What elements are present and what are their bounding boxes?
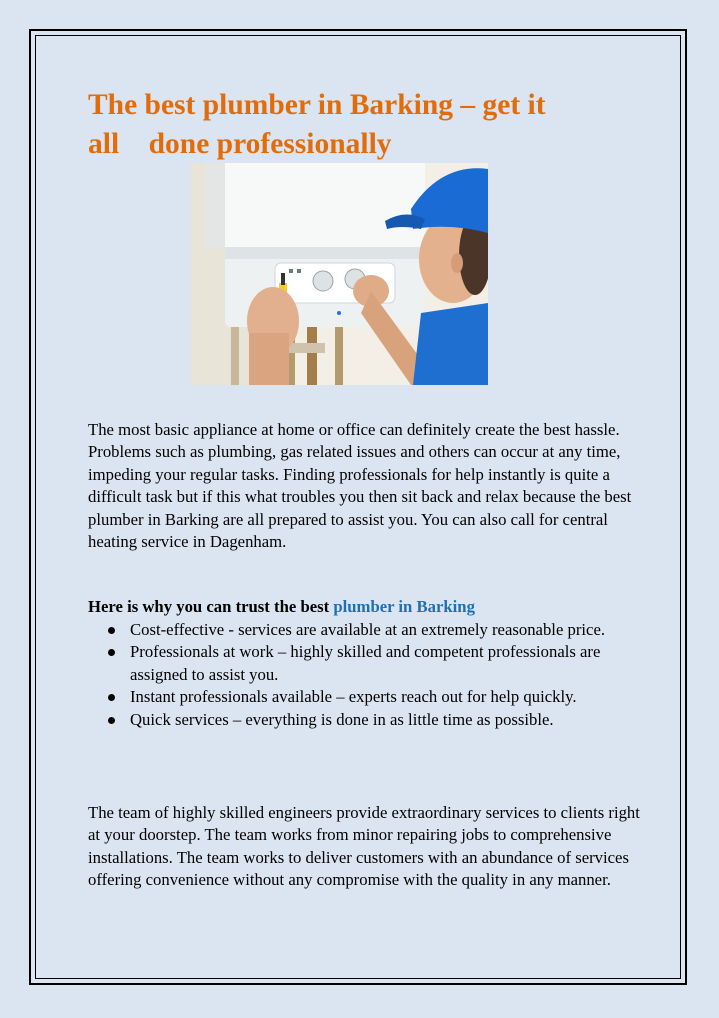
- bullet-icon: [108, 627, 115, 634]
- title-block: [88, 86, 648, 164]
- plumber-boiler-illustration: [191, 163, 488, 385]
- list-item: [130, 686, 650, 708]
- list-item: [130, 641, 650, 686]
- list-item: [130, 709, 650, 731]
- benefits-list: [130, 619, 650, 731]
- list-item-text: Quick services – everything is done in as little time as possible.: [130, 709, 554, 729]
- list-item: [130, 619, 650, 641]
- why-heading-text: Here is why you can trust the best: [88, 597, 334, 616]
- closing-paragraph: The team of highly skilled engineers provide extraordinary services to clients right at your doorstep. The team works from minor repairing jobs to comprehensive installations. The team works to deliver customers with an abundance of services offering convenience without any compromise with the quality in any manner.: [88, 803, 640, 890]
- plumber-photo: [191, 163, 488, 385]
- why-heading: [88, 596, 648, 618]
- bullet-icon: [108, 717, 115, 724]
- list-item-text: Cost-effective - services are available at an extremely reasonable price.: [130, 620, 606, 639]
- intro-paragraph: The most basic appliance at home or office can definitely create the best hassle. Problems such as plumbing, gas related issues and others can occur at any time, impeding your regular tasks. Finding professionals for help instantly is quite a difficult task but if this what troubles you then sit back and relax because the best plumber in Barking are all prepared to assist you. You can also call for central heating service in Dagenham.: [88, 420, 632, 552]
- page-title: The best plumber in Barking – get it all done professionally: [88, 89, 546, 160]
- list-item-text: Instant professionals available – experts reach out for help quickly.: [130, 687, 577, 707]
- plumber-in-barking-link[interactable]: plumber in Barking: [333, 597, 475, 616]
- list-item-text: Professionals at work – highly skilled and competent professionals are assigned to assist you.: [130, 642, 601, 684]
